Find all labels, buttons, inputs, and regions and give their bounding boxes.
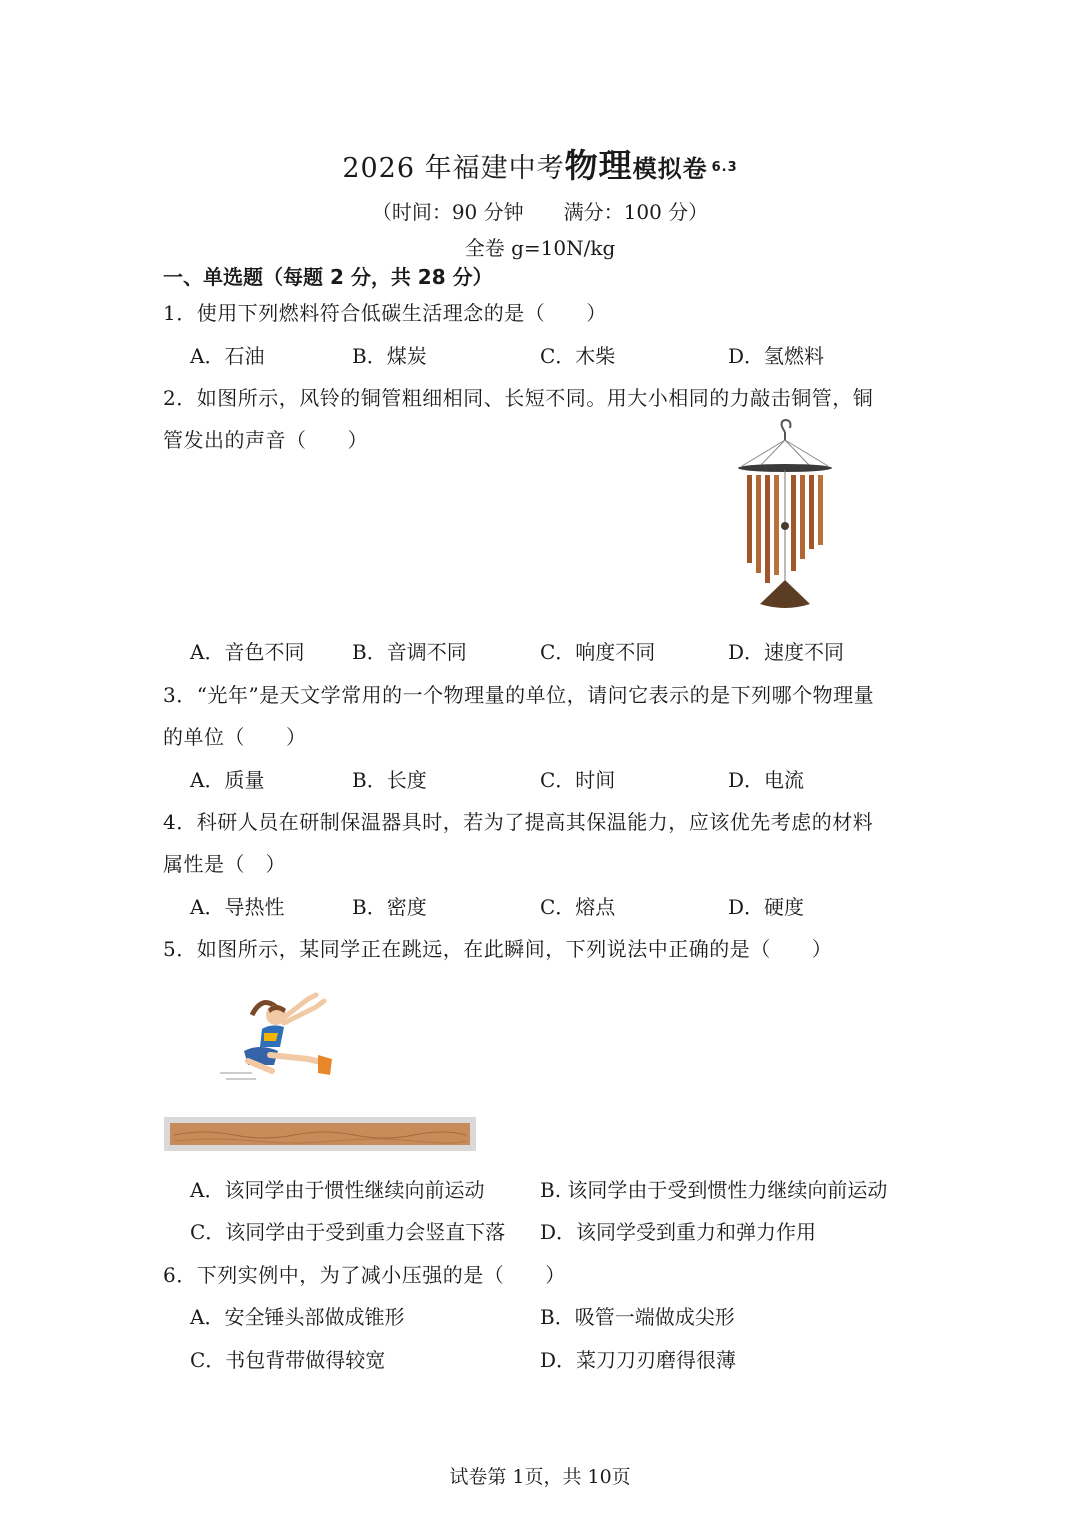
question-4-text-line1: 4．科研人员在研制保温器具时，若为了提高其保温能力，应该优先考虑的材料 (163, 810, 874, 834)
q3-option-c[interactable]: C．时间 (540, 768, 616, 792)
q6-option-b[interactable]: B．吸管一端做成尖形 (540, 1305, 735, 1329)
title-subject: 物理 (564, 146, 633, 185)
page-number: 试卷第 1页，共 10页 (449, 1466, 631, 1488)
title-suffix: 模拟卷 (632, 155, 708, 183)
question-4-text-line2: 属性是（ ） (163, 852, 286, 876)
q2-option-d[interactable]: D．速度不同 (728, 640, 845, 664)
q2-option-a[interactable]: A．音色不同 (190, 640, 305, 664)
title-prefix: 2026 年福建中考 (342, 153, 565, 184)
long-jumper-illustration (212, 985, 352, 1085)
question-1-text: 1．使用下列燃料符合低碳生活理念的是（ ） (163, 301, 607, 325)
q1-option-c[interactable]: C．木柴 (540, 344, 616, 368)
q1-option-b[interactable]: B．煤炭 (352, 344, 427, 368)
q5-option-b[interactable]: B. 该同学由于受到惯性力继续向前运动 (540, 1178, 888, 1202)
title-tag: 6.3 (711, 160, 738, 175)
question-6-text: 6．下列实例中，为了减小压强的是（ ） (163, 1263, 566, 1287)
question-2-text-line2: 管发出的声音（ ） (163, 428, 368, 452)
q5-option-a[interactable]: A．该同学由于惯性继续向前运动 (190, 1178, 485, 1202)
q4-option-c[interactable]: C．熔点 (540, 895, 616, 919)
q3-option-a[interactable]: A．质量 (190, 768, 265, 792)
section-heading: 一、单选题（每题 2 分，共 28 分） (163, 265, 493, 289)
q1-option-a[interactable]: A．石油 (190, 344, 265, 368)
wind-chime-illustration (730, 418, 840, 618)
q6-option-a[interactable]: A．安全锤头部做成锥形 (190, 1305, 405, 1329)
q6-option-d[interactable]: D．菜刀刀刃磨得很薄 (540, 1348, 737, 1372)
q3-option-d[interactable]: D．电流 (728, 768, 805, 792)
exam-title (0, 140, 1080, 187)
q4-option-a[interactable]: A．导热性 (190, 895, 285, 919)
exam-time-info: （时间：90 分钟 满分：100 分） (371, 200, 709, 224)
question-5-text: 5．如图所示，某同学正在跳远，在此瞬间，下列说法中正确的是（ ） (163, 937, 833, 961)
q5-option-c[interactable]: C．该同学由于受到重力会竖直下落 (190, 1220, 506, 1244)
q3-option-b[interactable]: B．长度 (352, 768, 427, 792)
q4-option-b[interactable]: B．密度 (352, 895, 427, 919)
question-3-text-line1: 3．“光年”是天文学常用的一个物理量的单位，请问它表示的是下列哪个物理量 (163, 683, 875, 707)
q1-option-d[interactable]: D．氢燃料 (728, 344, 825, 368)
question-2-text-line1: 2．如图所示，风铃的铜管粗细相同、长短不同。用大小相同的力敲击铜管，铜 (163, 386, 874, 410)
gravity-note: 全卷 g=10N/kg (464, 236, 616, 260)
sand-pit-illustration (164, 1117, 476, 1151)
q2-option-b[interactable]: B．音调不同 (352, 640, 467, 664)
q6-option-c[interactable]: C．书包背带做得较宽 (190, 1348, 386, 1372)
q5-option-d[interactable]: D．该同学受到重力和弹力作用 (540, 1220, 817, 1244)
q2-option-c[interactable]: C．响度不同 (540, 640, 656, 664)
q4-option-d[interactable]: D．硬度 (728, 895, 805, 919)
question-3-text-line2: 的单位（ ） (163, 725, 307, 749)
